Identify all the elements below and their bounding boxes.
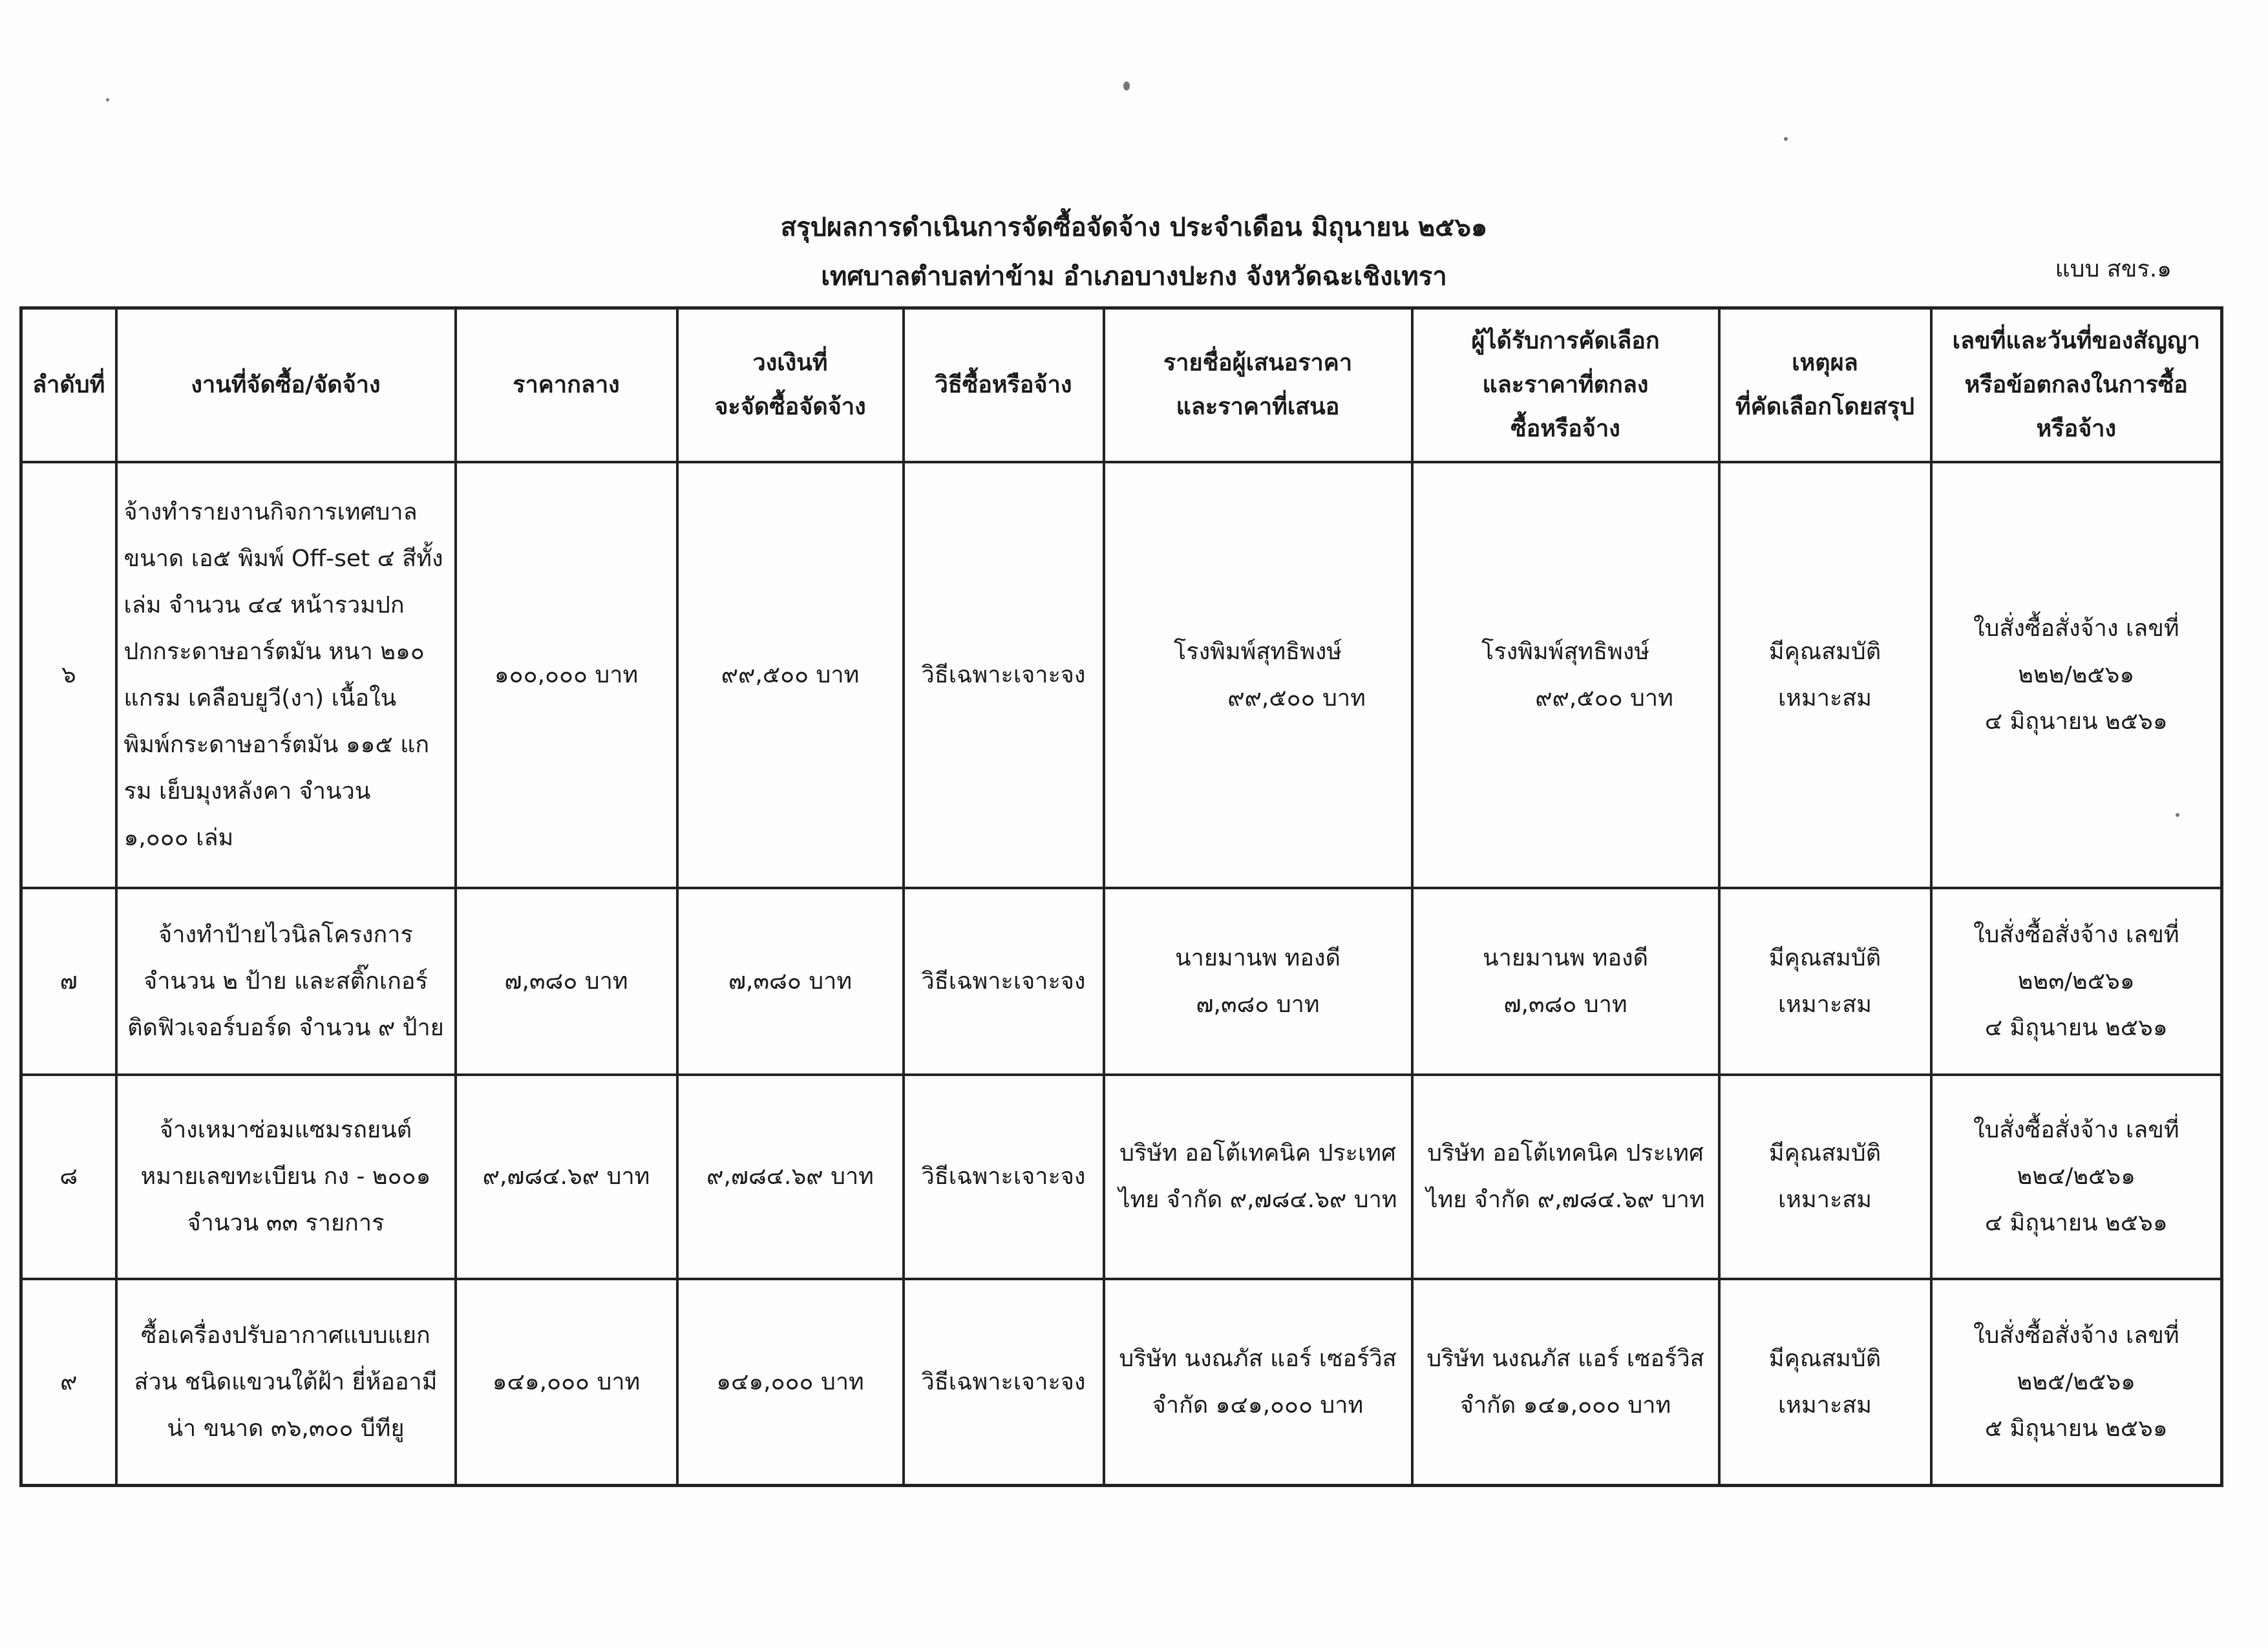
reason-cell-line: เหมาะสม <box>1777 1391 1872 1419</box>
method-cell <box>904 1075 1104 1279</box>
bidders-cell <box>1104 1075 1412 1279</box>
col-header-line: หรือข้อตกลงในการซื้อ <box>1964 372 2188 398</box>
budget-cell-text: ๗,๓๘๐ บาท <box>728 967 853 995</box>
item-cell-line: จ้างทำรายงานกิจการเทศบาล <box>123 498 418 525</box>
col-header-line: จะจัดซื้อจัดจ้าง <box>714 394 866 420</box>
contract-cell-line: ใบสั่งซื้อสั่งจ้าง เลขที่ <box>1973 921 2179 948</box>
col-header-line: ซื้อหรือจ้าง <box>1510 416 1620 442</box>
median-price-cell-text: ๙,๗๘๔.๖๙ บาท <box>482 1163 650 1190</box>
col-header-line: เหตุผล <box>1792 350 1858 376</box>
budget-cell <box>677 462 904 888</box>
item-cell <box>116 1075 456 1279</box>
method-cell-text: วิธีเฉพาะเจาะจง <box>921 1163 1086 1190</box>
median-price-cell-text: ๑๐๐,๐๐๐ บาท <box>494 661 639 688</box>
reason-cell-line: เหมาะสม <box>1777 1187 1872 1213</box>
table-row <box>21 462 2222 888</box>
method-cell <box>904 888 1104 1075</box>
bidders-cell <box>1104 888 1412 1075</box>
form-code: แบบ สขร.๑ <box>2055 256 2172 282</box>
contract-cell-line: ๒๒๔/๒๕๖๑ <box>2017 1163 2136 1190</box>
median-price-cell-text: ๑๔๑,๐๐๐ บาท <box>492 1368 641 1395</box>
col-header-line: งานที่จัดซื้อ/จัดจ้าง <box>191 372 381 398</box>
table-row <box>21 1279 2222 1486</box>
col-header-line: วงเงินที่ <box>752 350 828 376</box>
col-header-line: และราคาที่ตกลง <box>1482 372 1649 398</box>
selected-vendor-cell-line: ๗,๓๘๐ บาท <box>1503 991 1627 1018</box>
reason-cell-line: มีคุณสมบัติ <box>1768 944 1881 971</box>
selected-vendor-cell-line: นายมานพ ทองดี <box>1483 944 1648 971</box>
document-title: สรุปผลการดำเนินการจัดซื้อจัดจ้าง ประจำเดือน มิถุนายน ๒๕๖๑ <box>780 213 1488 242</box>
median-price-cell-text: ๗,๓๘๐ บาท <box>504 967 628 995</box>
contract-cell <box>1931 888 2222 1075</box>
header-row <box>21 308 2222 463</box>
col-header-line: ที่คัดเลือกโดยสรุป <box>1735 394 1914 420</box>
item-cell-line: น่า ขนาด ๓๖,๓๐๐ บีทียู <box>167 1415 405 1442</box>
selected-vendor-cell-line: ๙๙,๕๐๐ บาท <box>1535 684 1673 712</box>
method-cell-text: วิธีเฉพาะเจาะจง <box>921 967 1086 995</box>
bidders-cell-line: โรงพิมพ์สุทธิพงษ์ <box>1173 638 1342 665</box>
selected-vendor-cell <box>1412 888 1719 1075</box>
contract-cell-line: ๔ มิถุนายน ๒๕๖๑ <box>1984 1210 2168 1236</box>
item-cell-line: ส่วน ชนิดแขวนใต้ฝ้า ยี่ห้ออามี <box>134 1368 438 1395</box>
contract-cell-line: ใบสั่งซื้อสั่งจ้าง เลขที่ <box>1973 1117 2179 1143</box>
item-cell-line: หมายเลขทะเบียน กง - ๒๐๐๑ <box>140 1163 431 1190</box>
contract-cell <box>1931 1279 2222 1486</box>
row-number-cell <box>21 462 116 888</box>
scan-speck <box>1784 137 1788 141</box>
method-cell <box>904 1279 1104 1486</box>
row-number-cell <box>21 1279 116 1486</box>
item-cell-line: จำนวน ๓๓ รายการ <box>187 1210 385 1236</box>
reason-cell <box>1719 1279 1931 1486</box>
reason-cell-line: เหมาะสม <box>1777 684 1872 712</box>
col-header-line: เลขที่และวันที่ของสัญญา <box>1952 328 2200 354</box>
item-cell-line: เล่ม จำนวน ๔๔ หน้ารวมปก <box>123 591 405 618</box>
col-header <box>21 308 116 463</box>
reason-cell-line: เหมาะสม <box>1777 991 1872 1018</box>
bidders-cell <box>1104 1279 1412 1486</box>
budget-cell <box>677 1279 904 1486</box>
selected-vendor-cell <box>1412 1075 1719 1279</box>
contract-cell-line: ๕ มิถุนายน ๒๕๖๑ <box>1984 1415 2168 1442</box>
method-cell-text: วิธีเฉพาะเจาะจง <box>921 1368 1086 1395</box>
col-header <box>1412 308 1719 463</box>
median-price-cell <box>456 1075 677 1279</box>
method-cell-text: วิธีเฉพาะเจาะจง <box>921 661 1086 688</box>
col-header <box>677 308 904 463</box>
col-header-line: รายชื่อผู้เสนอราคา <box>1163 350 1353 376</box>
budget-cell-text: ๙๙,๕๐๐ บาท <box>721 661 860 688</box>
budget-cell <box>677 888 904 1075</box>
table-row <box>21 888 2222 1075</box>
bidders-cell-line: ไทย จำกัด ๙,๗๘๔.๖๙ บาท <box>1118 1187 1397 1213</box>
selected-vendor-cell <box>1412 462 1719 888</box>
contract-cell-line: ๒๒๒/๒๕๖๑ <box>2018 661 2135 688</box>
selected-vendor-cell-line: ไทย จำกัด ๙,๗๘๔.๖๙ บาท <box>1426 1187 1705 1213</box>
reason-cell-line: มีคุณสมบัติ <box>1768 1345 1881 1372</box>
col-header-line: ผู้ได้รับการคัดเลือก <box>1471 328 1660 354</box>
row-number-cell <box>21 888 116 1075</box>
col-header <box>116 308 456 463</box>
selected-vendor-cell-line: บริษัท นงณภัส แอร์ เซอร์วิส <box>1426 1345 1704 1372</box>
method-cell <box>904 462 1104 888</box>
contract-cell <box>1931 462 2222 888</box>
selected-vendor-cell <box>1412 1279 1719 1486</box>
col-header-line: หรือจ้าง <box>2036 416 2117 442</box>
budget-cell <box>677 1075 904 1279</box>
row-number-cell-text: ๘ <box>59 1163 78 1190</box>
reason-cell-line: มีคุณสมบัติ <box>1768 1140 1881 1167</box>
bidders-cell-line: นายมานพ ทองดี <box>1175 944 1341 971</box>
bidders-cell-line: ๗,๓๘๐ บาท <box>1196 991 1320 1018</box>
contract-cell-line: ๔ มิถุนายน ๒๕๖๑ <box>1984 708 2168 735</box>
col-header <box>904 308 1104 463</box>
row-number-cell-text: ๙ <box>60 1368 78 1395</box>
contract-cell-line: ใบสั่งซื้อสั่งจ้าง เลขที่ <box>1973 1322 2179 1349</box>
col-header <box>456 308 677 463</box>
contract-cell-line: ๒๒๕/๒๕๖๑ <box>2017 1368 2136 1395</box>
bidders-cell-line: ๙๙,๕๐๐ บาท <box>1227 684 1366 712</box>
contract-cell-line: ๔ มิถุนายน ๒๕๖๑ <box>1984 1014 2168 1041</box>
procurement-table <box>19 306 2223 1487</box>
item-cell-line: ซื้อเครื่องปรับอากาศแบบแยก <box>141 1322 430 1349</box>
bidders-cell-line: จำกัด ๑๔๑,๐๐๐ บาท <box>1152 1391 1364 1419</box>
scan-speck <box>106 98 109 101</box>
col-header <box>1931 308 2222 463</box>
item-cell-line: ติดฟิวเจอร์บอร์ด จำนวน ๙ ป้าย <box>127 1014 444 1041</box>
selected-vendor-cell-line: จำกัด ๑๔๑,๐๐๐ บาท <box>1459 1391 1671 1419</box>
col-header-line: ราคากลาง <box>513 372 620 398</box>
selected-vendor-cell-line: โรงพิมพ์สุทธิพงษ์ <box>1481 638 1650 665</box>
item-cell-line: พิมพ์กระดาษอาร์ตมัน ๑๑๕ แก <box>123 731 430 758</box>
col-header-line: วิธีซื้อหรือจ้าง <box>935 372 1072 398</box>
col-header <box>1719 308 1931 463</box>
document-subtitle: เทศบาลตำบลท่าข้าม อำเภอบางปะกง จังหวัดฉะเชิงเทรา <box>821 262 1447 291</box>
bidders-cell-line: บริษัท นงณภัส แอร์ เซอร์วิส <box>1119 1345 1397 1372</box>
item-cell-line: ปกกระดาษอาร์ตมัน หนา ๒๑๐ <box>123 638 425 665</box>
col-header <box>1104 308 1412 463</box>
budget-cell-text: ๙,๗๘๔.๖๙ บาท <box>706 1163 874 1190</box>
median-price-cell <box>456 462 677 888</box>
item-cell <box>116 888 456 1075</box>
item-cell-line: ๑,๐๐๐ เล่ม <box>123 824 234 851</box>
reason-cell-line: มีคุณสมบัติ <box>1768 638 1881 665</box>
reason-cell <box>1719 1075 1931 1279</box>
row-number-cell-text: ๗ <box>59 967 78 995</box>
bidders-cell <box>1104 462 1412 888</box>
item-cell-line: จำนวน ๒ ป้าย และสติ๊กเกอร์ <box>143 967 428 995</box>
bidders-cell-line: บริษัท ออโต้เทคนิค ประเทศ <box>1119 1140 1396 1167</box>
reason-cell <box>1719 888 1931 1075</box>
item-cell-line: รม เย็บมุงหลังคา จำนวน <box>123 777 371 805</box>
item-cell-line: แกรม เคลือบยูวี(งา) เนื้อใน <box>123 684 397 712</box>
item-cell-line: จ้างทำป้ายไวนิลโครงการ <box>158 921 413 948</box>
scan-speck <box>1123 81 1130 90</box>
row-number-cell <box>21 1075 116 1279</box>
row-number-cell-text: ๖ <box>61 661 76 688</box>
median-price-cell <box>456 1279 677 1486</box>
selected-vendor-cell-line: บริษัท ออโต้เทคนิค ประเทศ <box>1427 1140 1704 1167</box>
budget-cell-text: ๑๔๑,๐๐๐ บาท <box>716 1368 864 1395</box>
col-header-line: และราคาที่เสนอ <box>1176 394 1340 420</box>
item-cell <box>116 1279 456 1486</box>
item-cell-line: ขนาด เอ๕ พิมพ์ Off-set ๔ สีทั้ง <box>123 545 443 572</box>
table-body <box>21 462 2222 1486</box>
contract-cell-line: ๒๒๓/๒๕๖๑ <box>2017 967 2135 995</box>
item-cell <box>116 462 456 888</box>
table-row <box>21 1075 2222 1279</box>
col-header-line: ลำดับที่ <box>32 372 105 398</box>
median-price-cell <box>456 888 677 1075</box>
item-cell-line: จ้างเหมาซ่อมแซมรถยนต์ <box>159 1117 412 1143</box>
reason-cell <box>1719 462 1931 888</box>
contract-cell-line: ใบสั่งซื้อสั่งจ้าง เลขที่ <box>1973 615 2179 642</box>
contract-cell <box>1931 1075 2222 1279</box>
